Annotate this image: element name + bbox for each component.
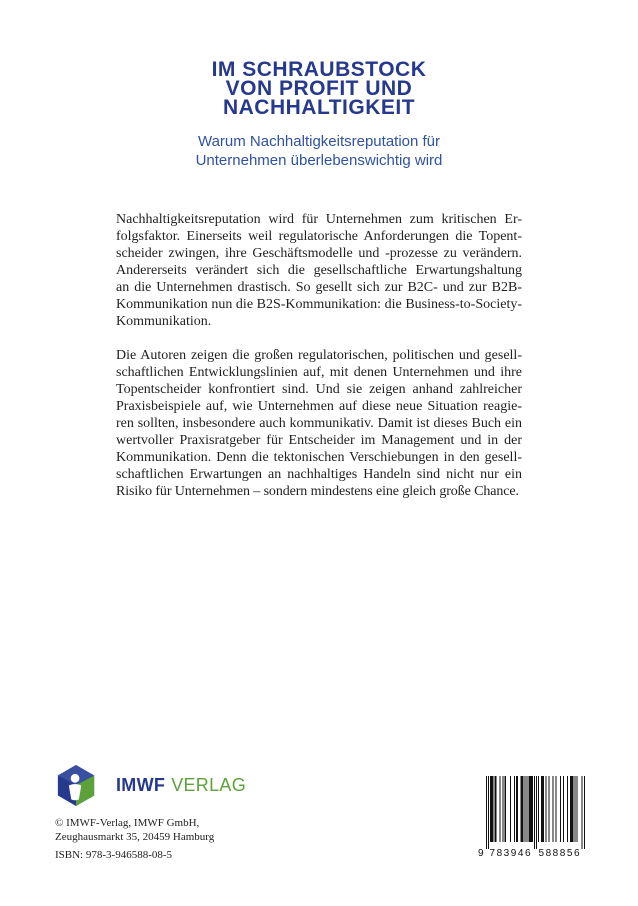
- blurb-line: Die Autoren zeigen die großen regulatorischen, politischen und gesell-: [116, 348, 522, 363]
- barcode-guard-bar: [582, 776, 583, 849]
- barcode-bar: [494, 776, 496, 842]
- barcode-bar: [541, 776, 544, 842]
- title-line: VON PROFIT UND: [225, 77, 413, 100]
- title-line: NACHHALTIGKEIT: [222, 96, 416, 119]
- barcode-bar: [500, 776, 501, 842]
- blurb-line: Risiko für Unternehmen – sondern mindestens eine gleich große Chance.: [116, 484, 519, 499]
- blurb-line: Topentscheider konfrontiert sind. Und sie zeigen anhand zahlreicher: [116, 382, 522, 397]
- blurb-line: Andererseits verändert sich die gesellschaftliche Erwartungshaltung: [116, 263, 522, 278]
- blurb-line: Nachhaltigkeitsreputation wird für Unternehmen zum kritischen Er-: [116, 212, 522, 227]
- barcode-guard-bar: [486, 776, 487, 849]
- barcode-bar: [538, 776, 539, 842]
- blurb-text: [116, 211, 522, 500]
- imprint: [55, 816, 214, 862]
- imwf-logo-icon: [54, 764, 98, 806]
- barcode-digits-left: 783946: [489, 848, 531, 859]
- blurb-line: Kommunikation. Denn die tektonischen Verschiebungen in den gesell-: [116, 450, 522, 465]
- imprint-copyright: © IMWF-Verlag, IMWF GmbH,: [55, 817, 200, 829]
- barcode-bar: [527, 776, 528, 842]
- barcode-bar: [556, 776, 557, 842]
- blurb-line: schaftlichen Entwicklungslinien auf, mit denen Unternehmen und ihre: [116, 365, 522, 380]
- blurb-line: scheider zwingen, ihre Geschäftsmodelle und -prozesse zu verändern.: [116, 246, 522, 261]
- barcode-guard-bar: [536, 776, 537, 849]
- barcode-bar: [529, 776, 533, 842]
- publisher-name-light: VERLAG: [171, 774, 247, 795]
- blurb-line: Kommunikation nun die B2S-Kommunikation: die Business-to-Society-: [116, 297, 522, 312]
- barcode-bar: [514, 776, 515, 842]
- barcode-bar: [524, 776, 525, 842]
- blurb-line: folgsfaktor. Einerseits weil regulatorische Anforderungen die Topent-: [116, 229, 522, 244]
- title-line: IM SCHRAUBSTOCK: [211, 58, 427, 81]
- isbn-barcode: [476, 773, 590, 859]
- barcode-bar: [560, 776, 561, 842]
- blurb-paragraph: [116, 347, 522, 500]
- barcode-graphic: [476, 773, 590, 859]
- barcode-bar: [574, 776, 575, 842]
- imprint-address: Zeughausmarkt 35, 20459 Hamburg: [55, 831, 215, 843]
- barcode-bar: [576, 776, 577, 842]
- blurb-line: an die Unternehmen drastisch. So gesellt sich zur B2C- und zur B2B-: [116, 280, 522, 295]
- barcode-bar: [503, 776, 504, 842]
- book-subtitle: [0, 132, 638, 170]
- barcode-bars: [486, 776, 585, 849]
- barcode-bar: [563, 776, 564, 842]
- publisher-logo: [54, 764, 246, 806]
- blurb-paragraph: [116, 211, 522, 330]
- barcode-bar: [516, 776, 518, 842]
- blurb-line: Kommunikation.: [116, 314, 212, 329]
- barcode-guard-bar: [534, 776, 535, 849]
- subtitle-line: Unternehmen überlebenswichtig wird: [195, 152, 443, 169]
- blurb-line: ren sollten, insbesondere auch kommunikativ. Damit ist dieses Buch ein: [116, 416, 522, 431]
- blurb-line: schaftlichen Erwartungen an nachhaltiges Handeln sind nicht nur ein: [116, 467, 522, 482]
- barcode-bar: [548, 776, 549, 842]
- blurb-line: Praxisbeispiele auf, wie Unternehmen auf diese neue Situation reagie-: [116, 399, 522, 414]
- barcode-bar: [520, 776, 523, 842]
- barcode-bar: [510, 776, 511, 842]
- barcode-bar: [570, 776, 573, 842]
- barcode-bar: [505, 776, 506, 842]
- barcode-guard-bar: [584, 776, 585, 849]
- barcode-digits-right: 588856: [538, 848, 580, 859]
- blurb-line: wertvoller Praxisratgeber für Entscheider im Management und in der: [116, 433, 522, 448]
- barcode-bar: [567, 776, 568, 842]
- book-title: [0, 60, 638, 117]
- barcode-digit-first: 9: [478, 848, 484, 859]
- barcode-bar: [545, 776, 546, 842]
- barcode-guard-bar: [488, 776, 489, 849]
- barcode-bar: [490, 776, 493, 842]
- imprint-isbn: ISBN: 978-3-946588-08-5: [55, 849, 173, 861]
- barcode-bar: [553, 776, 554, 842]
- subtitle-line: Warum Nachhaltigkeitsreputation für: [197, 133, 441, 150]
- publisher-name-bold: IMWF: [116, 774, 166, 795]
- logo-person-head: [71, 774, 80, 783]
